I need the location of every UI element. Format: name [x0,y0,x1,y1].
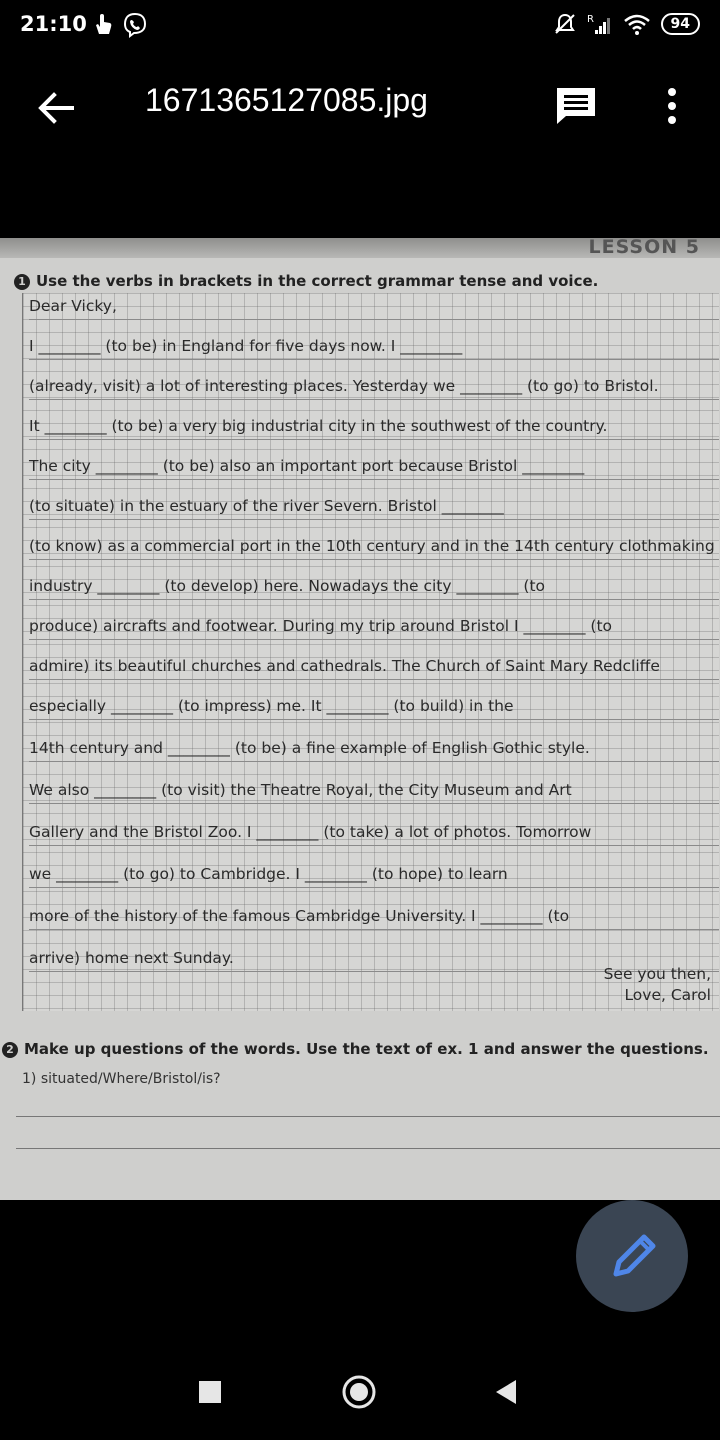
answer-line [16,1116,720,1117]
letter-line: We also ________ (to visit) the Theatre Royal, the City Museum and Art [29,781,719,804]
viber-icon [122,12,148,38]
letter-line: we ________ (to go) to Cambridge. I ________ (to hope) to learn [29,865,719,888]
more-options-button[interactable] [660,84,684,128]
mute-bell-icon [553,12,577,36]
sign-off-line-2: Love, Carol [624,986,711,1004]
nav-back-button[interactable] [494,1378,518,1410]
system-nav-bar [0,1350,720,1440]
letter-line: 14th century and ________ (to be) a fine example of English Gothic style. [29,739,719,762]
letter-line: more of the history of the famous Cambridge University. I ________ (to [29,907,719,930]
status-bar [0,0,720,50]
letter-line: admire) its beautiful churches and cathedrals. The Church of Saint Mary Redcliffe [29,657,719,680]
lesson-label: LESSON 5 [588,238,700,258]
worksheet-photo[interactable] [0,238,720,1200]
status-time: 21:10 [20,12,87,36]
letter-line: (to situate) in the estuary of the river Severn. Bristol ________ [29,497,719,520]
exercise-1-heading [14,272,598,290]
home-button[interactable] [341,1374,377,1414]
letter-line: The city ________ (to be) also an important port because Bristol ________ [29,457,719,480]
exercise-1-heading-text: Use the verbs in brackets in the correct grammar tense and voice. [36,272,599,290]
letter-line: Gallery and the Bristol Zoo. I ________ (to take) a lot of photos. Tomorrow [29,823,719,846]
letter-line: Dear Vicky, [29,297,719,320]
wifi-icon [623,12,651,36]
edit-fab-button[interactable] [576,1200,688,1312]
letter-line: (to know) as a commercial port in the 10th century and in the 14th century clothmaking [29,537,719,560]
app-bar [0,60,720,150]
roaming-badge: R [586,14,594,25]
back-triangle-icon [494,1378,518,1406]
pencil-edit-icon [576,1200,688,1312]
more-vert-icon [660,84,684,128]
letter-line: arrive) home next Sunday. [29,949,719,972]
recents-square-icon [198,1380,222,1404]
exercise-1-number: 1 [14,274,30,290]
answer-line [16,1148,720,1149]
home-circle-icon [341,1374,377,1410]
battery-indicator: 94 [661,13,700,35]
file-title: 1671365127085.jpg [145,82,428,118]
exercise-2-item: 1) situated/Where/Bristol/is? [22,1071,221,1087]
letter-grid [22,293,719,1011]
comment-button[interactable] [552,84,600,128]
sign-off-line-1: See you then, [603,965,711,983]
exercise-2-heading-text: Make up questions of the words. Use the text of ex. 1 and answer the questions. [24,1040,709,1058]
exercise-2-heading [2,1040,709,1058]
letter-line: (already, visit) a lot of interesting places. Yesterday we ________ (to go) to Bristol. [29,377,719,400]
letter-line: I ________ (to be) in England for five days now. I ________ [29,337,719,360]
status-system-icons [553,12,700,36]
letter-line: especially ________ (to impress) me. It ________ (to build) in the [29,697,719,720]
letter-line: It ________ (to be) a very big industrial city in the southwest of the country. [29,417,719,440]
signal-icon [587,12,613,36]
exercise-2-number: 2 [2,1042,18,1058]
letter-line: produce) aircrafts and footwear. During my trip around Bristol I ________ (to [29,617,719,640]
recents-button[interactable] [198,1380,222,1408]
arrow-back-icon [34,86,78,130]
status-notification-icons [92,12,148,38]
touch-hand-icon [92,12,114,36]
letter-line: industry ________ (to develop) here. Nowadays the city ________ (to [29,577,719,600]
comment-icon [552,84,600,128]
back-button[interactable] [34,86,78,130]
